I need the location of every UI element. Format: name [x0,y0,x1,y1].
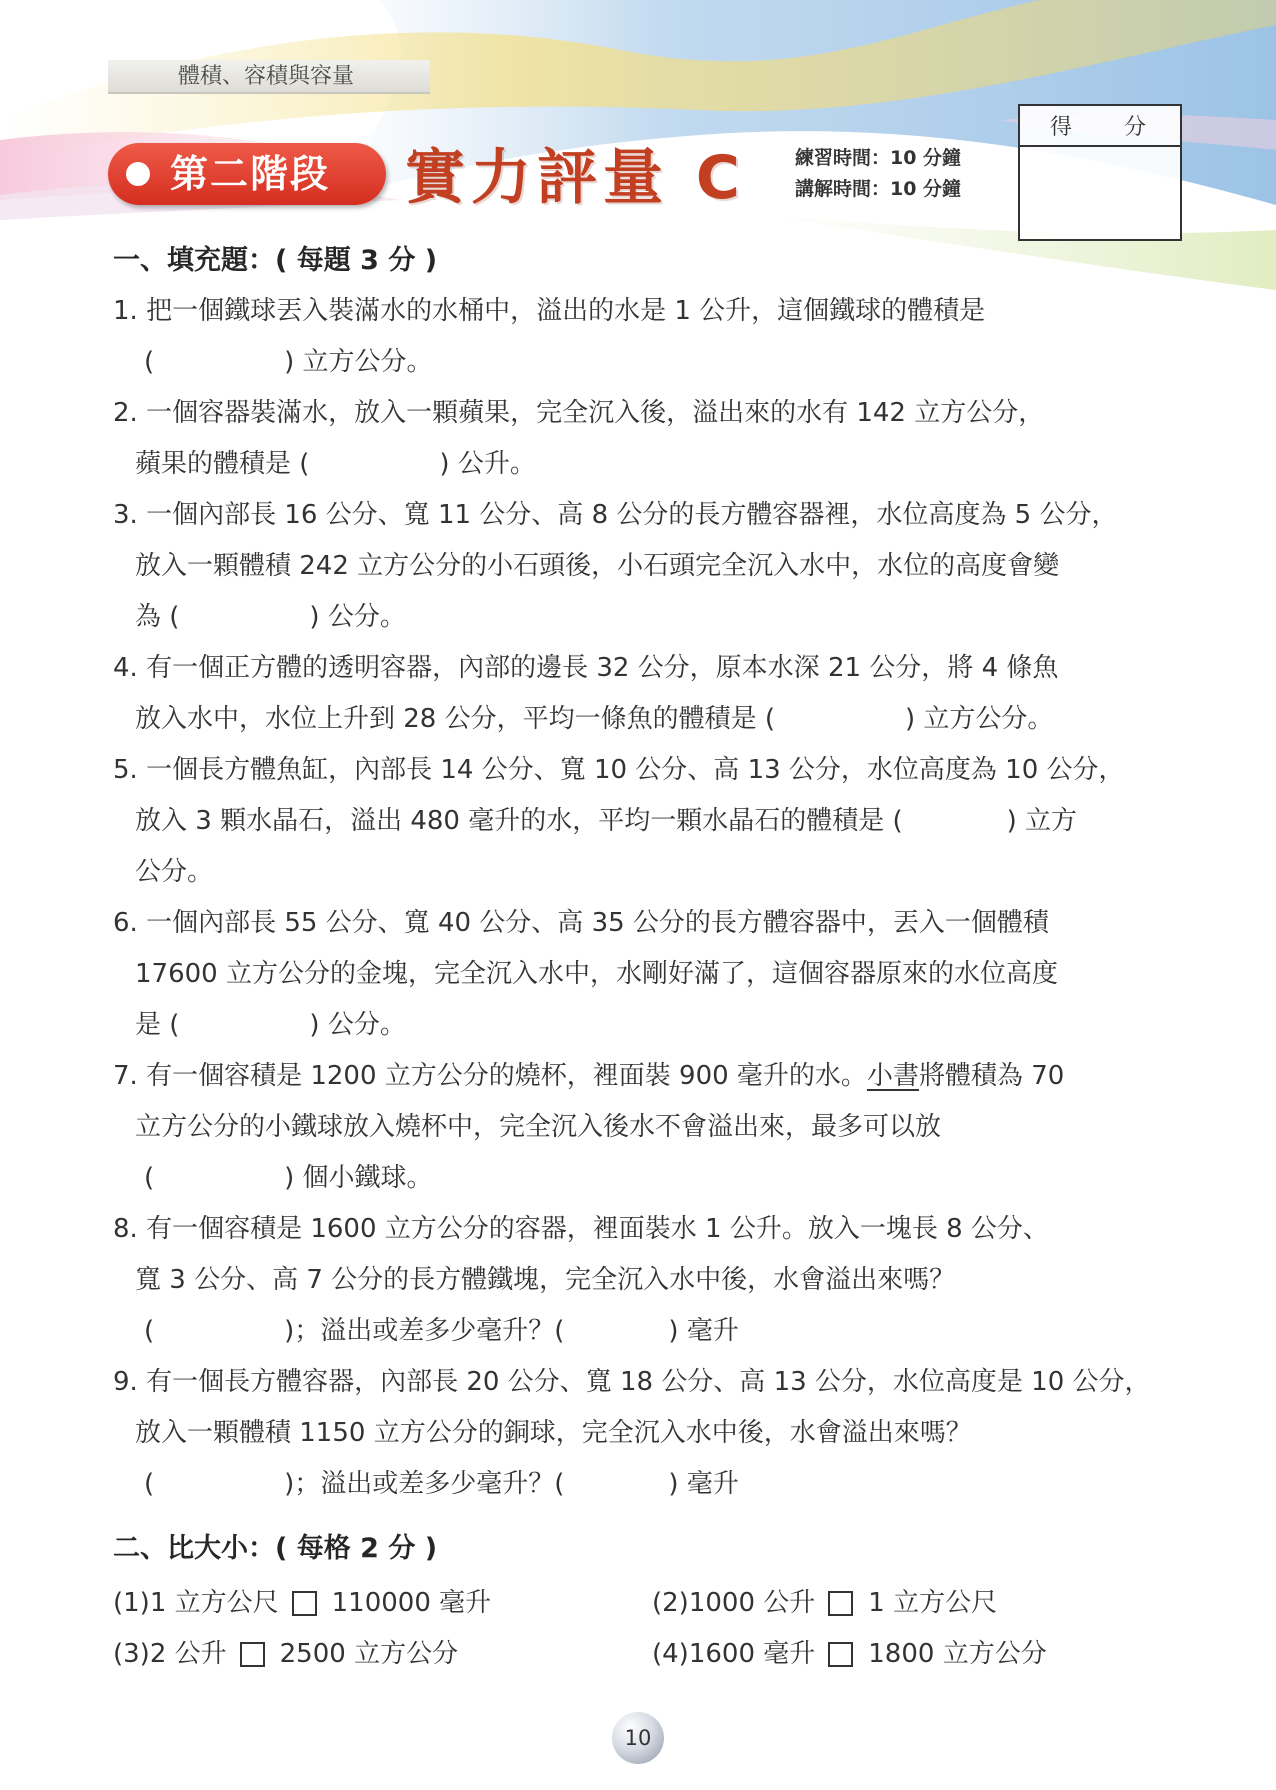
answer-box[interactable] [828,1642,853,1667]
stage-badge [108,143,386,205]
answer-box[interactable] [828,1591,853,1616]
chapter-title: 體積、容積與容量 [108,60,430,94]
score-box [1018,104,1182,241]
question-7-line-3: ( ) 個小鐵球。 [144,1163,433,1193]
stage-label: 第二階段 [170,152,331,196]
compare-item-1-right: 110000 毫升 [331,1588,492,1618]
score-label-left: 得 [1050,115,1073,140]
page-title: 實力評量 C [405,143,746,213]
compare-item-2-left: (2)1000 公升 [652,1588,816,1618]
compare-item-2 [652,1578,997,1629]
question-5-line-3: 公分。 [135,857,214,887]
compare-item-1 [113,1578,491,1629]
answer-box[interactable] [240,1642,265,1667]
score-label-right: 分 [1123,115,1146,140]
question-6-line-1: 6. 一個內部長 55 公分、寬 40 公分、高 35 公分的長方體容器中，丟入一個體積 [113,908,1049,938]
answer-box[interactable] [292,1591,317,1616]
question-7-line-1 [113,1051,1193,1102]
question-6-line-2: 17600 立方公分的金塊，完全沉入水中，水剛好滿了，這個容器原來的水位高度 [135,959,1058,989]
compare-item-4-left: (4)1600 毫升 [652,1639,816,1669]
question-8-line-1: 8. 有一個容積是 1600 立方公分的容器，裡面裝水 1 公升。放入一塊長 8 公分、 [113,1214,1049,1244]
compare-item-1-left: (1)1 立方公尺 [113,1588,279,1618]
question-7-line-2: 立方公分的小鐵球放入燒杯中，完全沉入後水不會溢出來，最多可以放 [135,1112,942,1142]
question-list [113,286,1193,1510]
question-1-line-2: ( ) 立方公分。 [144,347,433,377]
compare-item-3-left: (3)2 公升 [113,1639,227,1669]
explain-time: 講解時間：10 分鐘 [795,178,962,200]
bullet-dot-icon [126,162,150,186]
compare-item-4 [652,1629,1047,1680]
page-number: 10 [612,1712,664,1764]
question-5-line-1: 5. 一個長方體魚缸，內部長 14 公分、寬 10 公分、高 13 公分，水位高度為 10 公分， [113,755,1125,785]
question-3-line-3: 為 ( ) 公分。 [135,602,406,632]
question-8-line-3: ( )；溢出或差多少毫升？( ) 毫升 [144,1316,739,1346]
section-compare-title: 二、比大小：( 每格 2 分 ) [113,1533,438,1564]
question-4-line-1: 4. 有一個正方體的透明容器，內部的邊長 32 公分，原本水深 21 公分，將 4 條魚 [113,653,1059,683]
practice-time: 練習時間：10 分鐘 [795,147,962,169]
question-8-line-2: 寬 3 公分、高 7 公分的長方體鐵塊，完全沉入水中後，水會溢出來嗎？ [135,1265,956,1295]
question-6-line-3: 是 ( ) 公分。 [135,1010,406,1040]
question-5-line-2: 放入 3 顆水晶石，溢出 480 毫升的水，平均一顆水晶石的體積是 ( ) 立方 [135,806,1078,836]
question-7-line-1-b: 將體積為 70 [918,1061,1065,1091]
compare-item-4-right: 1800 立方公分 [868,1639,1047,1669]
question-9-line-2: 放入一顆體積 1150 立方公分的銅球，完全沉入水中後，水會溢出來嗎？ [135,1418,972,1448]
compare-item-3-right: 2500 立方公分 [279,1639,459,1669]
question-9-line-3: ( )；溢出或差多少毫升？( ) 毫升 [144,1469,739,1499]
score-header [1020,106,1180,147]
question-1-line-1: 1. 把一個鐵球丟入裝滿水的水桶中，溢出的水是 1 公升，這個鐵球的體積是 [113,296,986,326]
compare-item-3 [113,1629,458,1680]
question-7-line-1-a: 7. 有一個容積是 1200 立方公分的燒杯，裡面裝 900 毫升的水。 [113,1061,867,1091]
question-9-line-1: 9. 有一個長方體容器，內部長 20 公分、寬 18 公分、高 13 公分，水位高度是 10 公分， [113,1367,1151,1397]
person-name: 小書 [866,1061,919,1091]
question-2-line-2: 蘋果的體積是 ( ) 公升。 [135,449,536,479]
question-3-line-1: 3. 一個內部長 16 公分、寬 11 公分、高 8 公分的長方體容器裡，水位高度為 5 公分， [113,500,1118,530]
question-3-line-2: 放入一顆體積 242 立方公分的小石頭後，小石頭完全沉入水中，水位的高度會變 [135,551,1060,581]
section-fill-in-title: 一、填充題：( 每題 3 分 ) [113,245,438,276]
compare-item-2-right: 1 立方公尺 [868,1588,998,1618]
question-4-line-2: 放入水中，水位上升到 28 公分，平均一條魚的體積是 ( ) 立方公分。 [135,704,1054,734]
question-2-line-1: 2. 一個容器裝滿水，放入一顆蘋果，完全沉入後，溢出來的水有 142 立方公分， [113,398,1045,428]
